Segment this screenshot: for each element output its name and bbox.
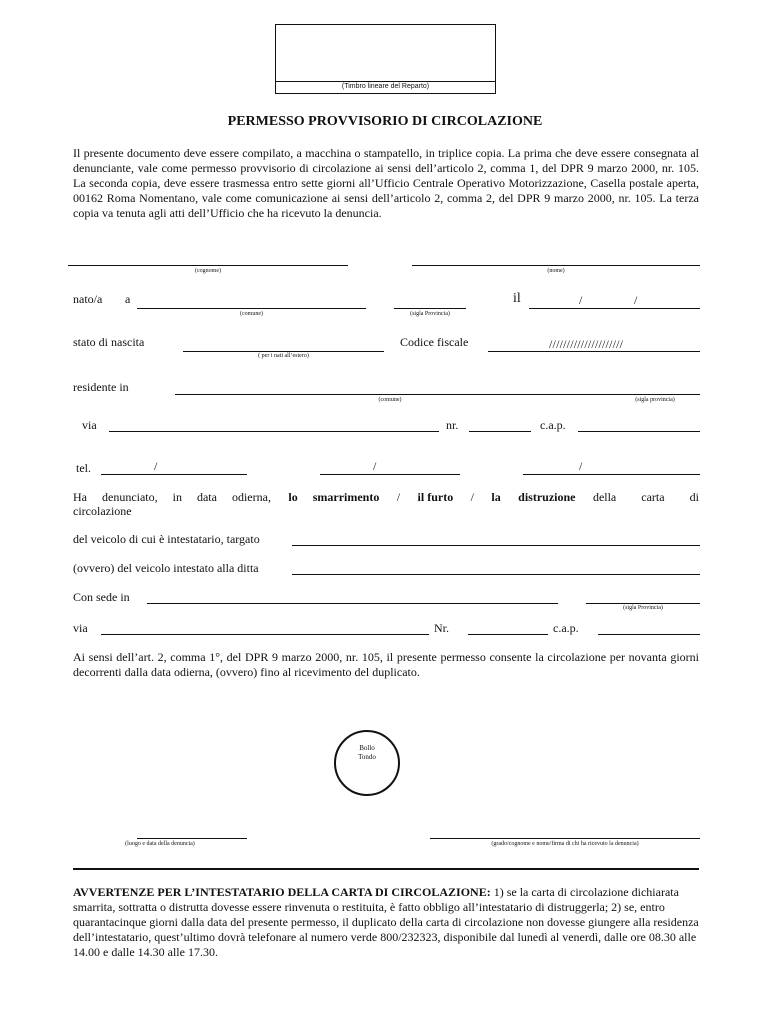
document-title: PERMESSO PROVVISORIO DI CIRCOLAZIONE bbox=[227, 114, 543, 129]
option-furto[interactable]: il furto bbox=[417, 490, 454, 504]
cap-label: c.a.p. bbox=[540, 418, 566, 432]
cognome-caption: (cognome) bbox=[195, 268, 221, 274]
option-separator: / bbox=[470, 490, 474, 504]
date-separator: / bbox=[579, 293, 583, 307]
comune-caption: (comune) bbox=[240, 311, 263, 317]
nato-label: nato/a bbox=[73, 292, 103, 306]
nr-field[interactable] bbox=[469, 431, 531, 432]
nome-caption: (nome) bbox=[547, 268, 565, 274]
sede-via-label: via bbox=[73, 621, 88, 635]
tel-field-1[interactable] bbox=[101, 474, 247, 475]
denuncia-sentence bbox=[73, 490, 699, 504]
date-separator: / bbox=[634, 293, 638, 307]
residenza-field[interactable] bbox=[175, 394, 700, 395]
firma-caption: (grado/cognome e nome/firma di chi ha ricevuto la denuncia) bbox=[491, 841, 639, 847]
targa-field[interactable] bbox=[292, 545, 700, 546]
bollo-line-2: Tondo bbox=[358, 753, 376, 761]
sede-via-field[interactable] bbox=[101, 634, 429, 635]
sede-provincia-caption: (sigla Provincia) bbox=[623, 605, 663, 611]
comune-residenza-caption: (comune) bbox=[378, 397, 402, 403]
stamp-box bbox=[275, 24, 496, 94]
tel-separator: / bbox=[373, 459, 377, 473]
cognome-field[interactable] bbox=[68, 265, 348, 266]
ditta-field[interactable] bbox=[292, 574, 700, 575]
stato-nascita-label: stato di nascita bbox=[73, 335, 145, 349]
nome-field[interactable] bbox=[412, 265, 700, 266]
provincia-nascita-field[interactable] bbox=[394, 308, 466, 309]
sigla-provincia-caption: (sigla Provincia) bbox=[410, 311, 450, 317]
sede-field[interactable] bbox=[147, 603, 558, 604]
bollo-line-1: Bollo bbox=[359, 744, 375, 752]
tel-field-2[interactable] bbox=[320, 474, 460, 475]
provincia-residenza-caption: (sigla provincia) bbox=[635, 397, 675, 403]
sede-cap-label: c.a.p. bbox=[553, 621, 579, 635]
warning-title: AVVERTENZE PER L’INTESTATARIO DELLA CARTA DI CIRCOLAZIONE: bbox=[73, 885, 491, 899]
sede-cap-field[interactable] bbox=[598, 634, 700, 635]
nati-estero-caption: ( per i nati all’estero) bbox=[258, 353, 309, 359]
via-label: via bbox=[82, 418, 97, 432]
cap-field[interactable] bbox=[578, 431, 700, 432]
luogo-data-caption: (luogo e data della denuncia) bbox=[125, 841, 195, 847]
residente-label: residente in bbox=[73, 380, 129, 394]
firma-field[interactable] bbox=[430, 838, 700, 839]
tel-label: tel. bbox=[76, 461, 91, 475]
veicolo-ditta-label: (ovvero) del veicolo intestato alla ditta bbox=[73, 561, 259, 575]
section-divider bbox=[73, 868, 699, 870]
codice-fiscale-field[interactable] bbox=[488, 351, 700, 352]
tel-separator: / bbox=[154, 459, 158, 473]
via-field[interactable] bbox=[109, 431, 439, 432]
stamp-divider bbox=[276, 81, 495, 82]
con-sede-label: Con sede in bbox=[73, 590, 130, 604]
option-distruzione[interactable]: distruzione bbox=[518, 490, 576, 504]
circolazione-word: circolazione bbox=[73, 504, 132, 518]
data-nascita-field[interactable] bbox=[529, 308, 700, 309]
nr-label: nr. bbox=[446, 418, 459, 432]
bollo-tondo-seal bbox=[334, 730, 400, 796]
stato-nascita-field[interactable] bbox=[183, 351, 384, 352]
il-label: il bbox=[513, 291, 521, 306]
sede-nr-label: Nr. bbox=[434, 621, 449, 635]
comune-nascita-field[interactable] bbox=[137, 308, 366, 309]
a-label: a bbox=[125, 292, 131, 306]
warning-paragraph bbox=[73, 885, 699, 960]
sede-provincia-field[interactable] bbox=[586, 603, 700, 604]
codice-fiscale-value: ///////////////////// bbox=[549, 337, 624, 351]
luogo-data-field[interactable] bbox=[137, 838, 247, 839]
option-la: la bbox=[491, 490, 501, 504]
veicolo-intestatario-label: del veicolo di cui è intestatario, targato bbox=[73, 532, 260, 546]
tel-field-3[interactable] bbox=[523, 474, 700, 475]
option-separator: / bbox=[396, 490, 401, 504]
codice-fiscale-label: Codice fiscale bbox=[400, 335, 469, 349]
denuncia-outro: della carta di bbox=[592, 490, 699, 504]
option-smarrimento[interactable]: lo smarrimento bbox=[288, 490, 380, 504]
intro-paragraph: Il presente documento deve essere compilato, a macchina o stampatello, in triplice copia. La prima che deve essere consegnata al denunciante, vale come permesso provvisorio di circolazione ai sensi dell’articolo 2, comma 1, del DPR 9 marzo 2000, nr. 105. La seconda copia, deve essere trasmessa entro sette giorni all’Ufficio Centrale Operativo Motorizzazione, Casella postale aperta, 00162 Roma Nomentano, vale come comunicazione ai sensi dell’articolo 2, comma 2, del DPR 9 marzo 2000, nr. 105. La terza copia va tenuta agli atti dell’Ufficio che ha ricevuto la denuncia. bbox=[73, 146, 699, 220]
denuncia-intro: Ha denunciato, in data odierna, bbox=[73, 490, 271, 504]
warning-text: 1) se la carta di circolazione dichiarata smarrita, sottratta o distrutta dovesse essere rinvenuta o restituita, è fatto obbligo all’intestatario di distruggerla; 2) se, entro quarantacinque giorni dalla data del presente permesso, il duplicato della carta di circolazione non dovesse giungere alla residenza dell’intestatario, quest’ultimo dovrà telefonare al numero verde 800/232323, disponibile dal lunedì al venerdì, dalle ore 08.30 alle 14.00 e dalle 14.30 alle 17.30. bbox=[73, 885, 699, 959]
tel-separator: / bbox=[579, 459, 583, 473]
sede-nr-field[interactable] bbox=[468, 634, 548, 635]
stamp-caption: (Timbro lineare del Reparto) bbox=[341, 83, 430, 90]
validity-paragraph: Ai sensi dell’art. 2, comma 1°, del DPR 9 marzo 2000, nr. 105, il presente permesso consente la circolazione per novanta giorni decorrenti dalla data odierna, (ovvero) fino al ricevimento del duplicato. bbox=[73, 650, 699, 679]
